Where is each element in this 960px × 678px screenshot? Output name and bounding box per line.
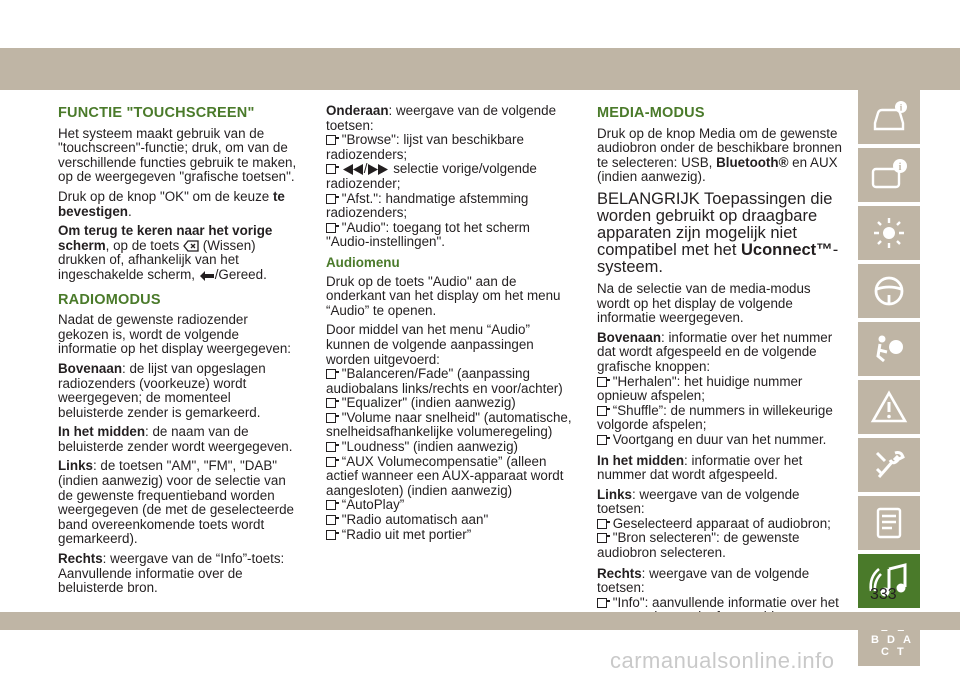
touch-intro: Het systeem maakt gebruik van de "touchscreen"-functie; druk, om van de verschillende functies gebruik te maken, op de weergegeven "grafische toetsen".: [58, 125, 297, 185]
media-display-intro: Na de selectie van de media-modus wordt op het display de volgende informatie weergegeven.: [597, 280, 811, 326]
chapter-sidebar: [858, 90, 920, 670]
list-item: "Loudness" (indien aanwezig): [326, 440, 576, 455]
back-arrow-icon: [199, 270, 215, 281]
specs-icon: [869, 505, 909, 541]
lights-icon: [869, 215, 909, 251]
media-left: Links: weergave van de volgende toetsen:: [597, 486, 800, 517]
checkbox-icon: [326, 457, 336, 467]
svg-text:D: D: [887, 634, 895, 646]
page-number: 333: [870, 586, 897, 603]
wrench-icon: [869, 447, 909, 483]
checkbox-icon: [326, 164, 336, 174]
radio-left: Links: de toetsen "AM", "FM", "DAB" (indien aanwezig) voor de selectie van de gewenste frequentieband worden weergegeven (de met de geselecteerde band overeenkomende toets wordt gemarkeerd).: [58, 458, 294, 547]
list-item: / selectie vorige/volgende radiozender;: [326, 161, 537, 191]
checkbox-icon: [597, 406, 607, 416]
list-item: Geselecteerd apparaat of audiobron;: [597, 517, 847, 532]
svg-text:A: A: [903, 634, 911, 646]
media-middle: In het midden: informatie over het nummer dat wordt afgespeeld.: [597, 452, 803, 483]
media-intro: Druk op de knop Media om de gewenste audiobron onder de beschikbare bronnen te selecteren: USB, Bluetooth® en AUX (indien aanwezig).: [597, 125, 842, 185]
checkbox-icon: [326, 194, 336, 204]
list-item: "Bron selecteren": de gewenste audiobron selecteren.: [597, 530, 800, 561]
list-item: "Afst.": handmatige afstemming radiozenders;: [326, 190, 529, 221]
svg-text:T: T: [897, 646, 904, 658]
audio-adjust-intro: Door middel van het menu “Audio” kunnen de volgende aanpassingen worden uitgevoerd:: [326, 322, 534, 367]
list-item: "Info": aanvullende informatie over het: [597, 596, 847, 625]
svg-text:i: i: [899, 102, 903, 113]
svg-text:i: i: [898, 162, 902, 173]
list-item: “AUX Volumecompensatie” (alleen actief wanneer een AUX-apparaat wordt aangesloten) (indien aanwezig): [326, 453, 564, 498]
checkbox-icon: [597, 377, 607, 387]
svg-text:B: B: [871, 634, 879, 646]
bottom-band: [0, 612, 960, 630]
list-item: Voortgang en duur van het nummer.: [597, 433, 847, 448]
list-item: "Audio": toegang tot het scherm "Audio-instellingen".: [326, 219, 530, 250]
column-1: [58, 106, 298, 601]
tab-warning[interactable]: [858, 380, 920, 434]
list-item: "Radio automatisch aan": [326, 513, 576, 528]
checkbox-icon: [326, 530, 336, 540]
radio-top: Bovenaan: de lijst van opgeslagen radiozenders (voorkeuze) wordt weergegeven; de momenteel beluisterde zender is gemarkeerd.: [58, 360, 266, 420]
media-top: Bovenaan: informatie over het nummer dat wordt afgespeeld en de volgende grafische knoppen:: [597, 329, 833, 374]
checkbox-icon: [326, 398, 336, 408]
list-item: “Radio uit met portier”: [326, 528, 576, 543]
tab-specs[interactable]: [858, 496, 920, 550]
checkbox-icon: [597, 598, 607, 608]
heading-radio: RADIOMODUS: [58, 291, 161, 308]
checkbox-icon: [326, 223, 336, 233]
list-item: “AutoPlay”: [326, 498, 576, 513]
next-icon: [367, 164, 389, 175]
heading-audiomenu: Audiomenu: [326, 254, 400, 270]
list-item: “Shuffle”: de nummers in willekeurige volgorde afspelen;: [597, 402, 833, 433]
tab-lights[interactable]: [858, 206, 920, 260]
warning-icon: [869, 389, 909, 425]
column-2: [326, 104, 576, 542]
list-item: "Herhalen": het huidige nummer opnieuw afspelen;: [597, 373, 803, 404]
checkbox-icon: [326, 515, 336, 525]
delete-key-icon: [183, 240, 199, 252]
tab-steering[interactable]: [858, 264, 920, 318]
list-item: "Balanceren/Fade" (aanpassing audiobalans links/rechts en voor/achter): [326, 366, 563, 396]
checkbox-icon: [326, 442, 336, 452]
checkbox-icon: [326, 413, 336, 423]
tab-maintenance[interactable]: [858, 438, 920, 492]
audio-intro: Druk op de toets "Audio" aan de onderkant van het display om het menu “Audio” te openen.: [326, 273, 561, 318]
svg-text:C: C: [881, 646, 889, 658]
list-item: "Equalizer" (indien aanwezig): [326, 396, 576, 411]
airbag-icon: [869, 331, 909, 367]
heading-touchscreen: FUNCTIE "TOUCHSCREEN": [58, 105, 255, 121]
list-item: "Volume naar snelheid" (automatische, snelheidsafhankelijke volumeregeling): [326, 409, 572, 440]
top-band: [0, 48, 960, 90]
checkbox-icon: [326, 500, 336, 510]
radio-middle: In het midden: de naam van de beluisterde zender wordt weergegeven.: [58, 424, 293, 454]
dashboard-info-icon: [869, 157, 909, 193]
list-item: "Browse": lijst van beschikbare radiozenders;: [326, 132, 524, 162]
column-3: [597, 106, 847, 625]
touch-back-text: Om terug te keren naar het vorige scherm, op de toets (Wissen) drukken of, afhankelijk van het ingeschakelde scherm, /Gereed.: [58, 223, 273, 282]
radio-right: Rechts: weergave van de “Info”-toets: Aanvullende informatie over de beluisterde bron.: [58, 551, 285, 596]
heading-media: MEDIA-MODUS: [597, 105, 705, 121]
watermark: carmanualsonline.info: [610, 648, 835, 673]
checkbox-icon: [597, 435, 607, 445]
car-info-icon: [869, 99, 909, 135]
important-note: BELANGRIJK Toepassingen die worden gebruikt op draagbare apparaten zijn mogelijk niet compatibel met het Uconnect™-systeem.: [597, 189, 839, 276]
media-right: Rechts: weergave van de volgende toetsen:: [597, 565, 810, 596]
checkbox-icon: [597, 533, 607, 543]
previous-icon: [342, 164, 364, 175]
checkbox-icon: [597, 519, 607, 529]
radio-intro: Nadat de gewenste radiozender gekozen is, wordt de volgende informatie op het display weergegeven:: [58, 312, 291, 357]
checkbox-icon: [326, 369, 336, 379]
checkbox-icon: [326, 135, 336, 145]
tab-car-info[interactable]: [858, 90, 920, 144]
bottom-keys-intro: Onderaan: weergave van de volgende toetsen:: [326, 103, 557, 133]
touch-ok-text: Druk op de knop "OK" om de keuze te bevestigen.: [58, 188, 285, 219]
steering-wheel-icon: [869, 273, 909, 309]
tab-airbag[interactable]: [858, 322, 920, 376]
tab-dashboard[interactable]: [858, 148, 920, 202]
